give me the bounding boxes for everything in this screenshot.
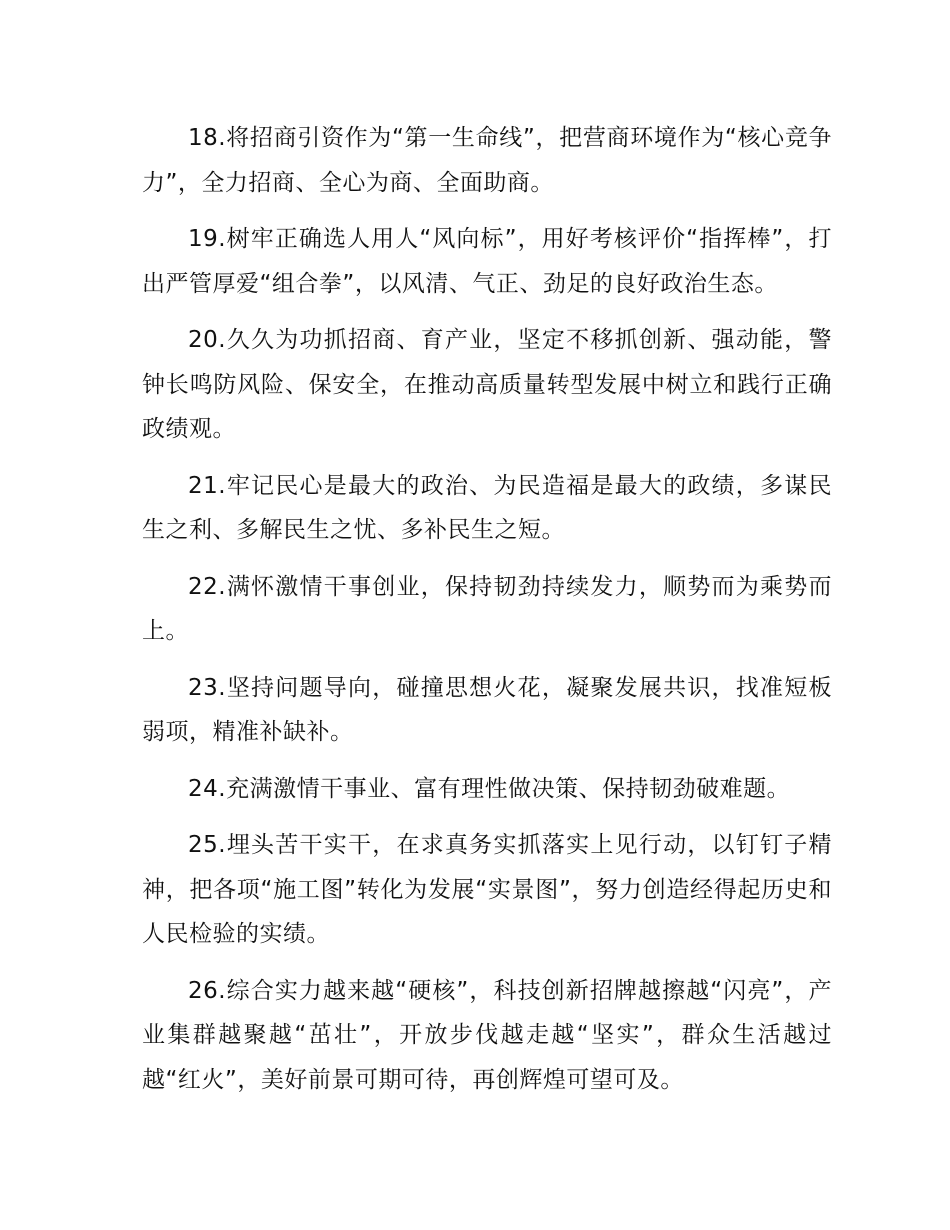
paragraph-23: 23.坚持问题导向，碰撞思想火花，凝聚发展共识，找准短板弱项，精准补缺补。 [142,674,832,745]
document-body [142,116,832,1114]
paragraph-24: 24.充满激情干事业、富有理性做决策、保持韧劲破难题。 [188,775,791,802]
paragraph-22: 22.满怀激情干事创业，保持韧劲持续发力，顺势而为乘势而上。 [142,573,832,644]
paragraph-20: 20.久久为功抓招商、育产业，坚定不移抓创新、强动能，警钟长鸣防风险、保安全，在推动高质量转型发展中树立和践行正确政绩观。 [142,327,832,442]
paragraph-25: 25.埋头苦干实干，在求真务实抓落实上见行动，以钉钉子精神，把各项“施工图”转化为发展“实景图”，努力创造经得起历史和人民检验的实绩。 [142,832,832,947]
paragraph-26: 26.综合实力越来越“硬核”，科技创新招牌越擦越“闪亮”，产业集群越聚越“茁壮”，开放步伐越走越“坚实”，群众生活越过越“红火”，美好前景可期可待，再创辉煌可望可及。 [142,977,832,1093]
paragraph-21: 21.牢记民心是最大的政治、为民造福是最大的政绩，多谋民生之利、多解民生之忧、多补民生之短。 [142,472,832,543]
paragraph-18: 18.将招商引资作为“第一生命线”，把营商环境作为“核心竞争力”，全力招商、全心为商、全面助商。 [142,125,832,196]
paragraph-19: 19.树牢正确选人用人“风向标”，用好考核评价“指挥棒”，打出严管厚爱“组合拳”，以风清、气正、劲足的良好政治生态。 [142,226,832,297]
